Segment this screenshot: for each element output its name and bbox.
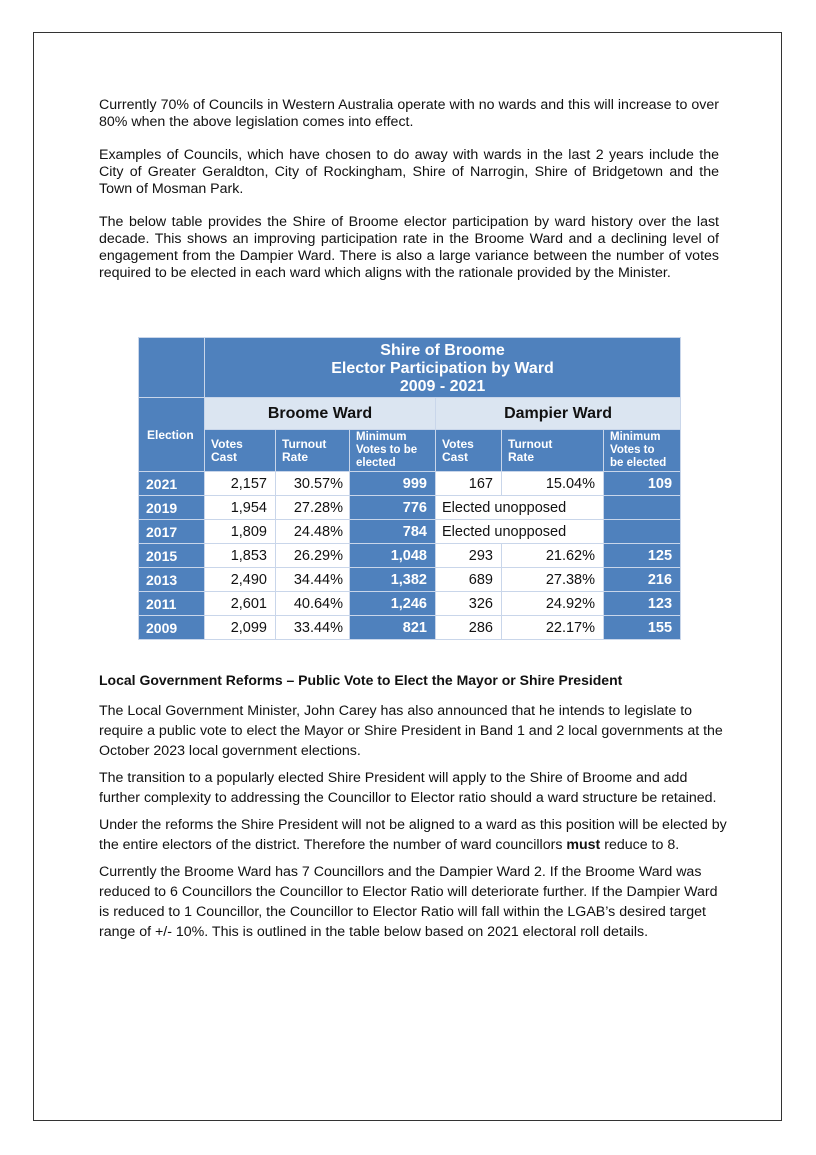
- reforms-paragraph-3-text-b: reduce to 8.: [600, 837, 680, 853]
- must-emphasis: must: [566, 837, 601, 853]
- dampier-votes-cast: 167: [436, 472, 502, 496]
- table-title-line-2: Elector Participation by Ward: [331, 359, 554, 377]
- header-line: Turnout: [508, 436, 553, 451]
- dampier-minimum-votes: 123: [604, 592, 681, 616]
- dampier-turnout-rate: 22.17%: [502, 616, 604, 640]
- table-title-line-3: 2009 - 2021: [399, 377, 486, 395]
- table-row: [139, 472, 681, 496]
- intro-section: [99, 97, 719, 282]
- broome-turnout-rate: 24.48%: [276, 520, 350, 544]
- broome-minimum-votes: 999: [350, 472, 436, 496]
- broome-votes-cast: 2,601: [205, 592, 276, 616]
- broome-votes-cast: 2,490: [205, 568, 276, 592]
- broome-votes-cast: 1,809: [205, 520, 276, 544]
- header-line: elected: [356, 457, 396, 469]
- intro-paragraph-1: Currently 70% of Councils in Western Australia operate with no wards and this will increase to over 80% when the above legislation comes into effect.: [99, 97, 719, 130]
- broome-minimum-votes: 1,382: [350, 568, 436, 592]
- table-row: [139, 616, 681, 640]
- broome-minimum-votes: 1,048: [350, 544, 436, 568]
- dampier-elected-unopposed: Elected unopposed: [436, 520, 604, 544]
- table-row: [139, 520, 681, 544]
- broome-turnout-rate: 34.44%: [276, 568, 350, 592]
- intro-paragraph-3: The below table provides the Shire of Broome elector participation by ward history over the last decade. This shows an improving participation rate in the Broome Ward and a declining level of engagement from the Dampier Ward. There is also a large variance between the number of votes required to be elected in each ward which aligns with the rationale provided by the Minister.: [99, 214, 719, 281]
- broome-votes-cast: 1,853: [205, 544, 276, 568]
- dampier-turnout-header: [502, 430, 604, 472]
- table-row: [139, 592, 681, 616]
- header-line: Votes to: [610, 444, 655, 456]
- header-line: Votes: [442, 436, 474, 451]
- election-year: 2013: [139, 568, 205, 592]
- dampier-turnout-rate: 27.38%: [502, 568, 604, 592]
- broome-minimum-votes: 776: [350, 496, 436, 520]
- header-line: Rate: [282, 449, 309, 464]
- broome-turnout-rate: 40.64%: [276, 592, 350, 616]
- header-line: Rate: [508, 449, 535, 464]
- election-year: 2009: [139, 616, 205, 640]
- header-line: Turnout: [282, 436, 327, 451]
- dampier-turnout-rate: 24.92%: [502, 592, 604, 616]
- reforms-paragraph-2: The transition to a popularly elected Shire President will apply to the Shire of Broome and add further complexity to addressing the Councillor to Elector ratio should a ward structure be retained.: [99, 770, 717, 806]
- broome-votes-cast: 1,954: [205, 496, 276, 520]
- table-row: [139, 496, 681, 520]
- header-line: Cast: [442, 449, 469, 464]
- election-year: 2015: [139, 544, 205, 568]
- header-line: Cast: [211, 449, 238, 464]
- dampier-votes-cast: 689: [436, 568, 502, 592]
- dampier-votes-cast: 326: [436, 592, 502, 616]
- reforms-paragraph-3: [99, 815, 729, 855]
- dampier-turnout-rate: 21.62%: [502, 544, 604, 568]
- reforms-paragraph-4: Currently the Broome Ward has 7 Councillors and the Dampier Ward 2. If the Broome Ward was reduced to 6 Councillors the Councillor to Elector Ratio will deteriorate further. If the Dampier Ward is reduced to 1 Councillor, the Councillor to Elector Ratio will fall within the LGAB’s desired target range of +/- 10%. This is outlined in the table below based on 2021 electoral roll details.: [99, 864, 718, 940]
- dampier-minimum-votes: 109: [604, 472, 681, 496]
- dampier-minimum-header: [604, 430, 681, 472]
- dampier-minimum-votes: 125: [604, 544, 681, 568]
- header-line: Votes to be: [356, 444, 418, 456]
- reforms-paragraph-3-text-a: Under the reforms the Shire President will not be aligned to a ward as this position will be elected by the entire electors of the district. Therefore the number of ward councillors: [99, 817, 727, 853]
- dampier-minimum-votes: 216: [604, 568, 681, 592]
- header-line: be elected: [610, 457, 667, 469]
- table-corner: [139, 338, 205, 398]
- broome-ward-header: Broome Ward: [205, 398, 436, 430]
- dampier-minimum-votes: 155: [604, 616, 681, 640]
- table-title-line-1: Shire of Broome: [380, 341, 505, 359]
- elector-participation-table: [138, 337, 681, 640]
- dampier-votes-cast: 286: [436, 616, 502, 640]
- broome-votes-cast: 2,157: [205, 472, 276, 496]
- dampier-minimum-votes: [604, 496, 681, 520]
- table-title: [205, 338, 681, 398]
- broome-votes-cast-header: [205, 430, 276, 472]
- dampier-elected-unopposed: Elected unopposed: [436, 496, 604, 520]
- broome-minimum-header: [350, 430, 436, 472]
- broome-minimum-votes: 784: [350, 520, 436, 544]
- header-line: Minimum: [356, 431, 407, 443]
- dampier-votes-cast-header: [436, 430, 502, 472]
- election-year: 2019: [139, 496, 205, 520]
- broome-turnout-rate: 33.44%: [276, 616, 350, 640]
- dampier-turnout-rate: 15.04%: [502, 472, 604, 496]
- election-year: 2011: [139, 592, 205, 616]
- table-row: [139, 568, 681, 592]
- header-line: Votes: [211, 436, 243, 451]
- broome-minimum-votes: 1,246: [350, 592, 436, 616]
- header-line: Minimum: [610, 431, 661, 443]
- broome-minimum-votes: 821: [350, 616, 436, 640]
- dampier-votes-cast: 293: [436, 544, 502, 568]
- broome-votes-cast: 2,099: [205, 616, 276, 640]
- table-row: [139, 544, 681, 568]
- election-year: 2017: [139, 520, 205, 544]
- broome-turnout-header: [276, 430, 350, 472]
- election-year: 2021: [139, 472, 205, 496]
- broome-turnout-rate: 27.28%: [276, 496, 350, 520]
- election-header: Election: [139, 398, 205, 472]
- dampier-minimum-votes: [604, 520, 681, 544]
- reforms-section: [99, 672, 729, 949]
- reforms-paragraph-1: The Local Government Minister, John Carey has also announced that he intends to legislate to require a public vote to elect the Mayor or Shire President in Band 1 and 2 local governments at the October 2023 local government elections.: [99, 703, 723, 759]
- broome-turnout-rate: 30.57%: [276, 472, 350, 496]
- dampier-ward-header: Dampier Ward: [436, 398, 681, 430]
- section-heading: Local Government Reforms – Public Vote to Elect the Mayor or Shire President: [99, 672, 623, 688]
- intro-paragraph-2: Examples of Councils, which have chosen to do away with wards in the last 2 years include the City of Greater Geraldton, City of Rockingham, Shire of Narrogin, Shire of Bridgetown and the Town of Mosman Park.: [99, 147, 719, 197]
- broome-turnout-rate: 26.29%: [276, 544, 350, 568]
